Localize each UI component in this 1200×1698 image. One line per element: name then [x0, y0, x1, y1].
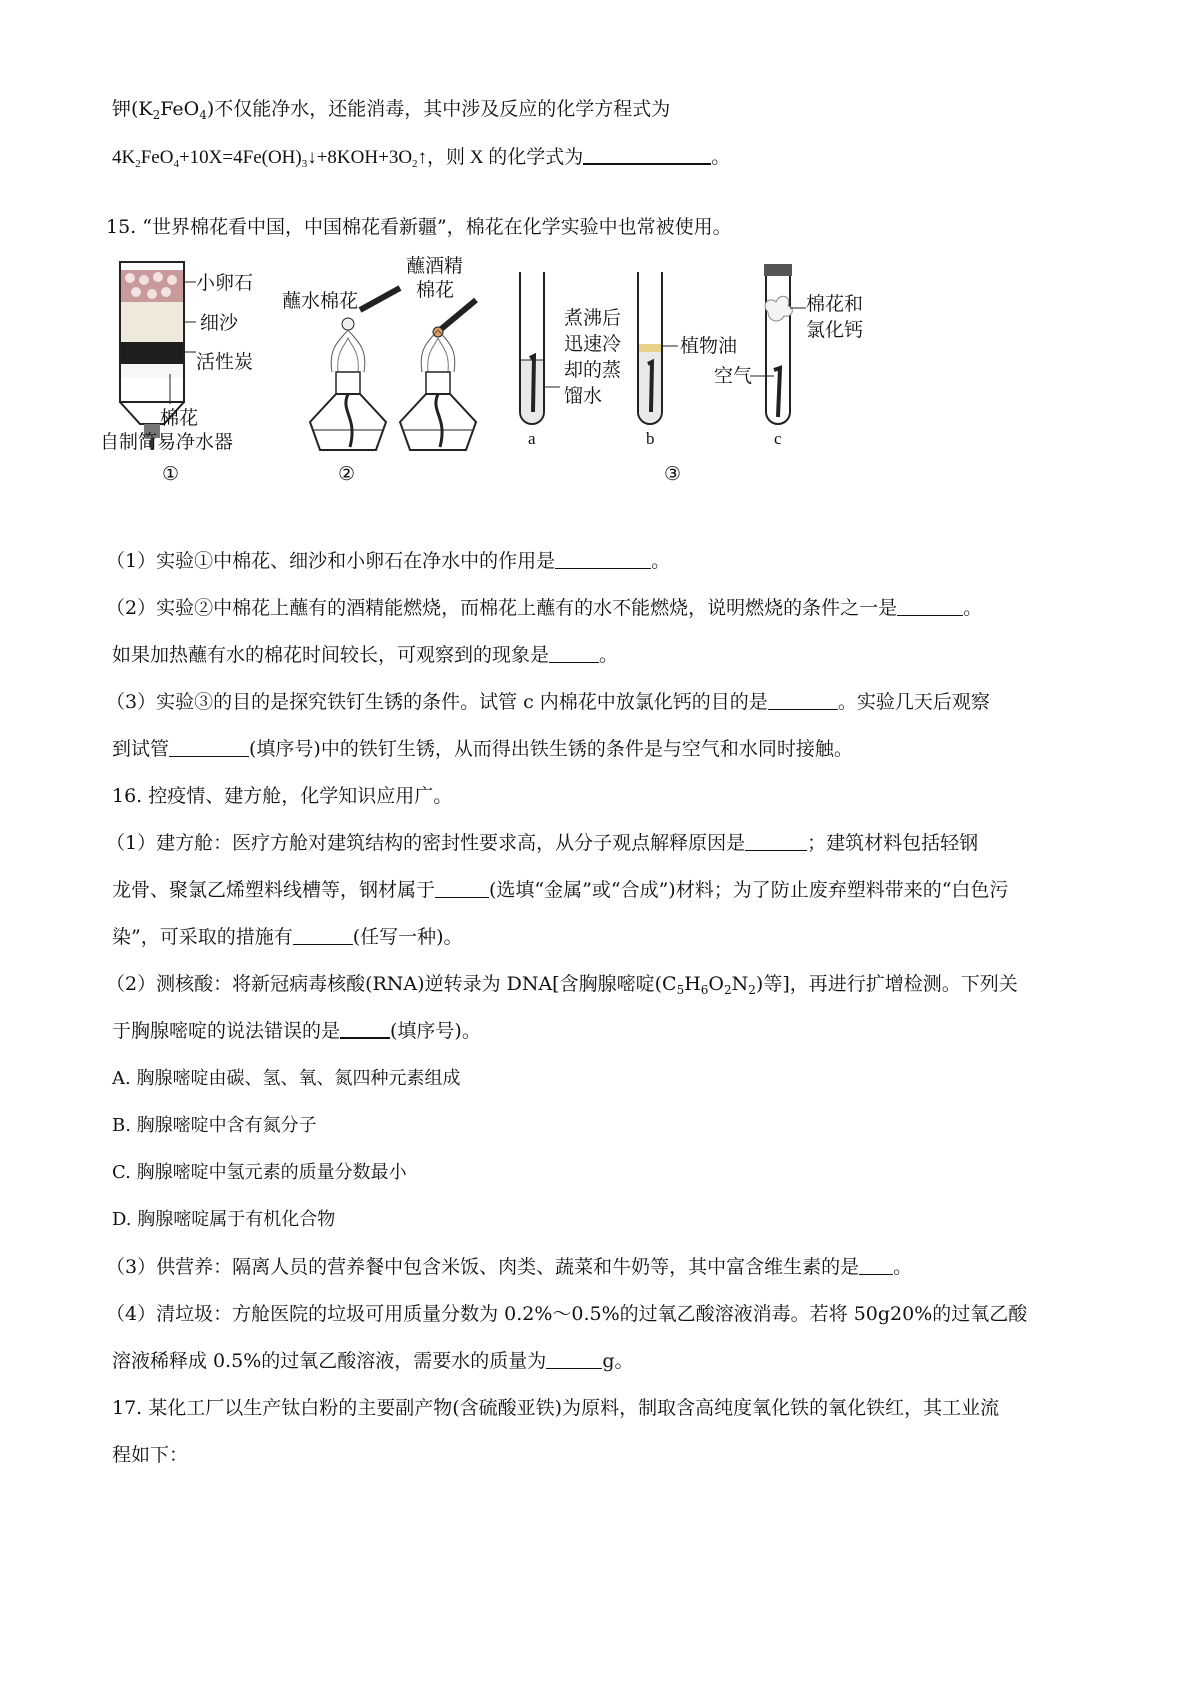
answer-blank[interactable] — [549, 644, 599, 663]
subscript: 2 — [135, 158, 141, 170]
q17-line2: 程如下： — [112, 1444, 189, 1466]
text-span: 钾(K — [112, 98, 153, 120]
chemical-equation — [112, 145, 730, 171]
label-cotton-cacl2-2: 氯化钙 — [806, 319, 864, 341]
label-pebbles: 小卵石 — [196, 272, 254, 294]
q15-sub2 — [106, 595, 982, 621]
subscript: 5 — [676, 983, 685, 997]
text-span: 。实验几天后观察 — [837, 691, 990, 713]
text-span: (填序号)中的铁钉生锈，从而得出铁生锈的条件是与空气和水同时接触。 — [249, 738, 853, 760]
text-span: FeO — [160, 98, 200, 120]
q16-sub2-line2 — [112, 1018, 481, 1044]
filter-caption: 自制简易净水器 — [100, 431, 234, 453]
text-span: （4）清垃圾：方舱医院的垃圾可用质量分数为 0.2%～0.5%的过氧乙酸溶液消毒。若将 50g20%的过氧乙酸 — [106, 1303, 1028, 1325]
subscript: 4 — [199, 108, 207, 122]
text-span: )不仅能净水，还能消毒，其中涉及反应的化学方程式为 — [206, 98, 671, 120]
text-span: ；建筑材料包括轻钢 — [807, 832, 979, 854]
subscript: 2 — [412, 158, 418, 170]
text-span: 龙骨、聚氯乙烯塑料线槽等，钢材属于 — [112, 879, 436, 901]
label-sand: 细沙 — [200, 312, 239, 334]
subscript: 2 — [724, 983, 732, 997]
text-span: 如果加热蘸有水的棉花时间较长，可观察到的现象是 — [112, 644, 550, 666]
lamp-alcohol-cotton — [400, 255, 476, 450]
text-span: （1）建方舱：医疗方舱对建筑结构的密封性要求高，从分子观点解释原因是 — [106, 832, 746, 854]
text-span: 。 — [599, 644, 619, 666]
text-span: 到试管 — [112, 738, 170, 760]
eq-part: 4K — [112, 147, 136, 168]
q16-sub4-line1 — [106, 1301, 1027, 1327]
label-tube-a-2: 迅速冷 — [564, 333, 622, 355]
text-span: (选填“金属”或“合成”)材料；为了防止废弃塑料带来的“白色污 — [489, 879, 1009, 901]
q16-sub1-line2 — [112, 877, 1008, 903]
answer-blank[interactable] — [897, 597, 963, 616]
text-span: 。 — [651, 550, 671, 572]
q15-sub3b — [112, 736, 853, 762]
text-span: （2）实验②中棉花上蘸有的酒精能燃烧，而棉花上蘸有的水不能燃烧，说明燃烧的条件之一是 — [106, 597, 898, 619]
q17-line1: 17. 某化工厂以生产钛白粉的主要副产物(含硫酸亚铁)为原料，制取含高纯度氧化铁的氧化铁红，其工业流 — [112, 1397, 1000, 1419]
text-span: g。 — [602, 1350, 634, 1372]
q16-stem: 16. 控疫情、建方舱，化学知识应用广。 — [112, 785, 453, 807]
answer-blank[interactable] — [169, 738, 249, 757]
answer-blank[interactable] — [745, 832, 807, 851]
answer-blank[interactable] — [583, 145, 711, 165]
exp3-number: ③ — [664, 463, 682, 485]
eq-part: +10X=4Fe(OH) — [178, 147, 302, 168]
exp1-number: ① — [162, 463, 180, 485]
label-carbon: 活性炭 — [196, 351, 254, 373]
answer-blank[interactable] — [768, 691, 838, 710]
text-span: N — [731, 973, 749, 995]
eq-part: ↑，则 X 的化学式为 — [417, 147, 584, 168]
label-tube-a-4: 馏水 — [564, 385, 603, 407]
text-span: (任写一种)。 — [352, 926, 463, 948]
text-span: （1）实验①中棉花、细沙和小卵石在净水中的作用是 — [106, 550, 556, 572]
answer-blank[interactable] — [546, 1350, 602, 1369]
tube-letter-c: c — [774, 429, 782, 448]
option-a[interactable]: A. 胸腺嘧啶由碳、氢、氧、氮四种元素组成 — [112, 1068, 461, 1089]
intro-line-1 — [112, 96, 670, 122]
label-cotton-cacl2-1: 棉花和 — [806, 293, 864, 315]
answer-blank[interactable] — [293, 926, 353, 945]
text-span: )等]，再进行扩增检测。下列关 — [755, 973, 1018, 995]
q15-sub1 — [106, 548, 670, 574]
q15-sub2b — [112, 642, 618, 668]
text-span: (填序号)。 — [390, 1020, 481, 1042]
subscript: 2 — [152, 108, 161, 122]
test-tube-a — [520, 272, 621, 448]
exp2-number: ② — [338, 463, 356, 485]
text-span: 。 — [963, 597, 983, 619]
subscript: 2 — [748, 983, 756, 997]
eq-part: FeO — [140, 147, 174, 168]
text-span: （3）实验③的目的是探究铁钉生锈的条件。试管 c 内棉花中放氯化钙的目的是 — [106, 691, 768, 713]
q16-sub3 — [106, 1254, 912, 1280]
q15-stem: 15. “世界棉花看中国，中国棉花看新疆”，棉花在化学实验中也常被使用。 — [106, 216, 732, 238]
q15-sub3 — [106, 689, 990, 715]
label-alcohol-cotton-1: 蘸酒精 — [406, 255, 464, 277]
answer-blank[interactable] — [435, 879, 489, 898]
text-span: H — [684, 973, 701, 995]
tube-letter-a: a — [528, 429, 536, 448]
label-vegetable-oil: 植物油 — [680, 335, 738, 357]
lamp-water-cotton — [282, 288, 400, 485]
q16-sub2-line1 — [106, 971, 1018, 997]
text-span: 于胸腺嘧啶的说法错误的是 — [112, 1020, 341, 1042]
q16-sub1-line3 — [112, 924, 463, 950]
tube-letter-b: b — [646, 429, 655, 448]
text-span: 染”，可采取的措施有 — [112, 926, 293, 948]
label-water-cotton: 蘸水棉花 — [282, 290, 359, 312]
label-cotton: 棉花 — [160, 407, 199, 429]
eq-part: 。 — [711, 147, 731, 168]
text-span: （3）供营养：隔离人员的营养餐中包含米饭、肉类、蔬菜和牛奶等，其中富含维生素的是 — [106, 1256, 860, 1278]
eq-part: ↓+8KOH+3O — [307, 147, 413, 168]
subscript: 3 — [301, 158, 308, 170]
text-span: 。 — [893, 1256, 913, 1278]
label-tube-a-3: 却的蒸 — [564, 359, 622, 381]
subscript: 4 — [173, 158, 179, 170]
text-span: O — [708, 973, 724, 995]
answer-blank[interactable] — [859, 1256, 893, 1275]
q16-sub4-line2 — [112, 1348, 633, 1374]
label-air: 空气 — [714, 365, 753, 387]
text-span: 溶液稀释成 0.5%的过氧乙酸溶液，需要水的质量为 — [112, 1350, 547, 1372]
label-alcohol-cotton-2: 棉花 — [416, 279, 455, 301]
option-b[interactable]: B. 胸腺嘧啶中含有氮分子 — [112, 1115, 317, 1136]
answer-blank[interactable] — [340, 1019, 390, 1039]
label-tube-a-1: 煮沸后 — [564, 307, 622, 329]
text-span: （2）测核酸：将新冠病毒核酸(RNA)逆转录为 DNA[含胸腺嘧啶(C — [106, 973, 677, 995]
q16-sub1-line1 — [106, 830, 978, 856]
subscript: 6 — [700, 983, 709, 997]
option-c[interactable]: C. 胸腺嘧啶中氢元素的质量分数最小 — [112, 1162, 407, 1183]
experiment-figure — [100, 252, 1100, 527]
water-filter-diagram — [100, 262, 253, 485]
option-d[interactable]: D. 胸腺嘧啶属于有机化合物 — [112, 1209, 336, 1230]
answer-blank[interactable] — [555, 550, 651, 569]
